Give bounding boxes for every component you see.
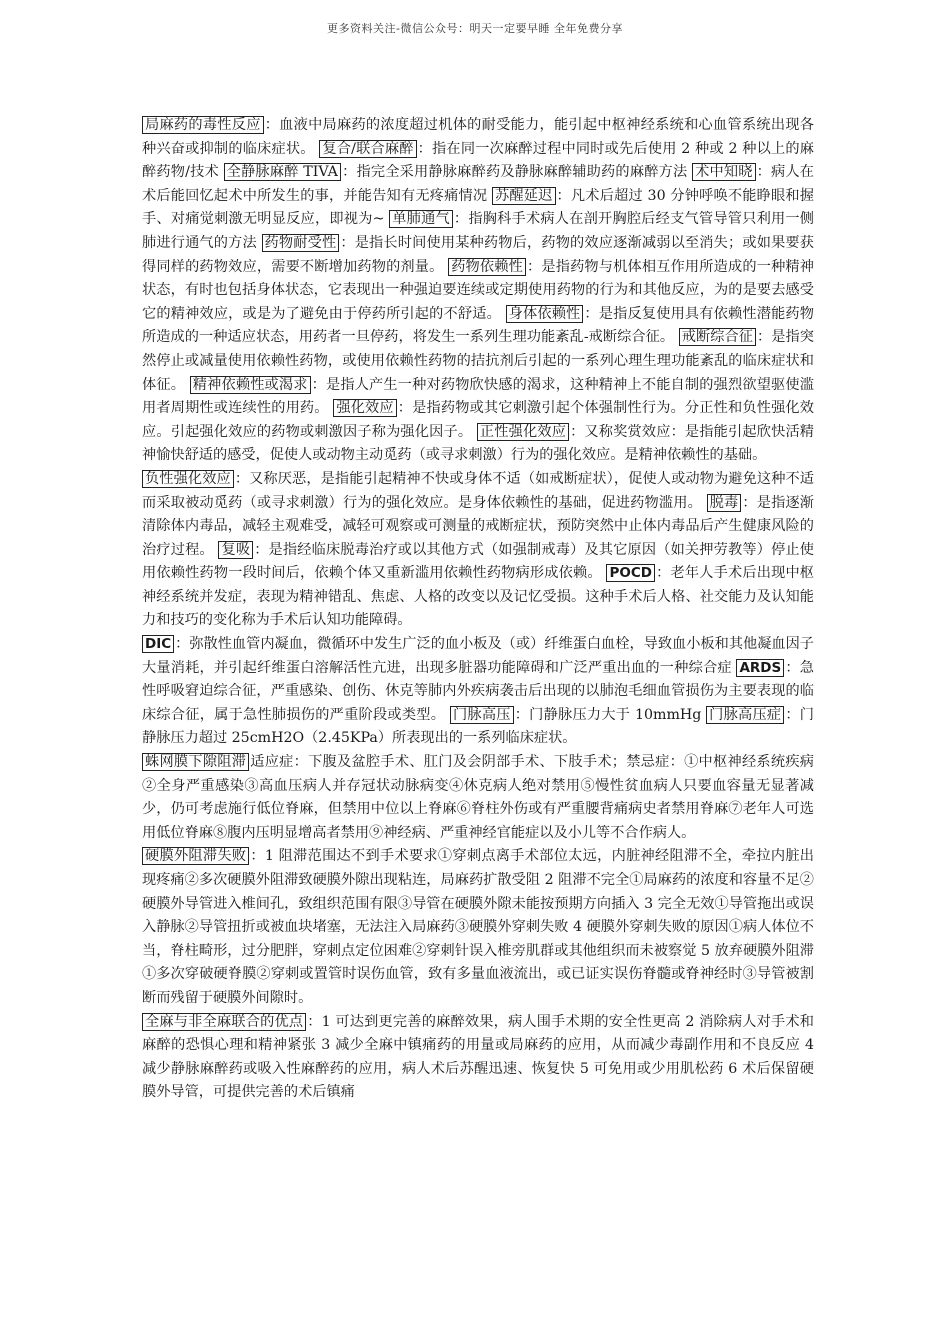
term-portal-hypertension-syndrome: 门脉高压症 bbox=[706, 706, 784, 724]
definition-text: ：是指突然停止或减量使用依赖性药物，或使用依赖性药物的拮抗剂后引起的一系列心理生理功能紊乱的临床症状和体征。 bbox=[142, 329, 814, 393]
paragraph-spinal-block bbox=[142, 751, 814, 845]
definition-text: ：病人在术后能回忆起术中所发生的事，并能告知有无疼痛情况 bbox=[142, 164, 814, 204]
term-combined-anesthesia: 复合/联合麻醉 bbox=[319, 140, 416, 158]
definition-text: ：1 可达到更完善的麻醉效果，病人围手术期的安全性更高 2 消除病人对手术和麻醉的恐惧心理和精神紧张 3 减少全麻中镇痛药的用量或局麻药的应用，从而减少毒副作用和不良反应 4 减少静脉麻醉药或吸入性麻醉药的应用，病人术后苏醒迅速、恢复快 5 可免用或少用肌松药 6 术后保留硬膜外导管，可提供完善的术后镇痛 bbox=[142, 1013, 814, 1101]
definition-text: ：指在同一次麻醉过程中同时或先后使用 2 种或 2 种以上的麻醉药物/技术 bbox=[142, 140, 814, 181]
definition-text: ：急性呼吸窘迫综合征，严重感染、创伤、休克等肺内外疾病袭击后出现的以肺泡毛细血管损伤为主要表现的临床综合征，属于急性肺损伤的严重阶段或类型。 bbox=[142, 659, 814, 723]
term-one-lung-ventilation: 单肺通气 bbox=[389, 210, 453, 228]
term-combined-anesthesia-advantages: 全麻与非全麻联合的优点 bbox=[142, 1013, 306, 1031]
paragraph-epidural-failure bbox=[142, 845, 814, 1010]
term-delayed-emergence: 苏醒延迟 bbox=[492, 187, 556, 205]
definition-text: 适应症：下腹及盆腔手术、肛门及会阴部手术、下肢手术；禁忌症：①中枢神经系统疾病②全身严重感染③高血压病人并存冠状动脉病变④休克病人绝对禁用⑤慢性贫血病人只要血容量无显著减少，仍可考虑施行低位脊麻，但禁用中位以上脊麻⑥脊柱外伤或有严重腰背痛病史者禁用脊麻⑦老年人可选用低位脊麻⑧腹内压明显增高者禁用⑨神经病、严重神经官能症以及小儿等不合作病人。 bbox=[142, 754, 814, 841]
definition-text: ：是指反复使用具有依赖性潜能药物所造成的一种适应状态，用药者一旦停药，将发生一系列生理功能紊乱-戒断综合征。 bbox=[142, 305, 814, 346]
definition-text: ：弥散性血管内凝血，微循环中发生广泛的血小板及（或）纤维蛋白血栓，导致血小板和其他凝血因子大量消耗，并引起纤维蛋白溶解活性亢进，出现多脏器功能障碍和广泛严重出血的一种综合症 bbox=[142, 636, 814, 676]
term-physical-dependence: 身体依赖性 bbox=[506, 305, 584, 323]
paragraph-dic bbox=[142, 633, 814, 751]
definition-text: ：指胸科手术病人在剖开胸腔后经支气管导管只利用一侧肺进行通气的方法 bbox=[142, 211, 814, 251]
term-intraoperative-awareness: 术中知晓 bbox=[692, 163, 756, 181]
definition-text: ：指完全采用静脉麻醉药及静脉麻醉辅助药的麻醉方法 bbox=[341, 164, 688, 181]
term-pocd: POCD bbox=[606, 564, 654, 582]
term-local-anesthetic-toxicity: 局麻药的毒性反应 bbox=[142, 116, 264, 134]
term-drug-tolerance: 药物耐受性 bbox=[262, 234, 340, 252]
paragraph-definitions bbox=[142, 114, 814, 468]
term-portal-hypertension: 门脉高压 bbox=[450, 706, 514, 724]
term-negative-reinforcement: 负性强化效应 bbox=[142, 470, 234, 488]
definition-text: ：是指经临床脱毒治疗或以其他方式（如强制戒毒）及其它原因（如关押劳教等）停止使用依赖性药物一段时间后，依赖个体又重新滥用依赖性药物病形成依赖。 bbox=[142, 541, 814, 582]
paragraph-negative-reinforcement bbox=[142, 468, 814, 633]
term-tiva: 全静脉麻醉 TIVA bbox=[224, 163, 341, 181]
definition-text: ：凡术后超过 30 分钟呼唤不能睁眼和握手、对痛觉刺激无明显反应，即视为~ bbox=[142, 187, 814, 228]
term-epidural-block-failure: 硬膜外阻滞失败 bbox=[142, 847, 249, 865]
term-dic: DIC bbox=[142, 635, 174, 653]
document-body bbox=[142, 114, 814, 1105]
term-withdrawal-syndrome: 戒断综合征 bbox=[679, 328, 756, 346]
term-reinforcement-effect: 强化效应 bbox=[333, 399, 396, 417]
term-detoxification: 脱毒 bbox=[707, 494, 742, 512]
definition-text: ：门静脉压力超过 25cmH2O（2.45KPa）所表现出的一系列临床症状。 bbox=[142, 706, 814, 747]
page-header: 更多资料关注-微信公众号：明天一定要早睡 全年免费分享 bbox=[327, 22, 623, 35]
term-psychological-dependence: 精神依赖性或渴求 bbox=[190, 376, 311, 394]
definition-text: ：老年人手术后出现中枢神经系统并发症，表现为精神错乱、焦虑、人格的改变以及记忆受损。这种手术后人格、社交能力及认知能力和技巧的变化称为手术后认知功能障碍。 bbox=[142, 565, 814, 629]
definition-text: ：是指长时间使用某种药物后，药物的效应逐渐减弱以至消失；或如果要获得同样的药物效应，需要不断增加药物的剂量。 bbox=[142, 234, 814, 275]
definition-text: ：又称厌恶，是指能引起精神不快或身体不适（如戒断症状），促使人或动物为避免这种不适而采取被动觅药（或寻求刺激）行为的强化效应。是身体依赖性的基础，促进药物滥用。 bbox=[142, 470, 814, 511]
definition-text: ：是指药物与机体相互作用所造成的一种精神状态，有时也包括身体状态，它表现出一种强迫要连续或定期使用药物的行为和其他反应，为的是要去感受它的精神效应，或是为了避免由于停药所引起的不舒适。 bbox=[142, 258, 814, 322]
definition-text: ：是指人产生一种对药物欣快感的渴求，这种精神上不能自制的强烈欲望驱使滥用者周期性或连续性的用药。 bbox=[142, 376, 814, 417]
definition-text: ：又称奖赏效应：是指能引起欣快活精神愉快舒适的感受，促使人或动物主动觅药（或寻求刺激）行为的强化效应。是精神依赖性的基础。 bbox=[142, 423, 814, 464]
term-positive-reinforcement: 正性强化效应 bbox=[477, 423, 569, 441]
definition-text: ：是指逐渐清除体内毒品，减轻主观难受，减轻可观察或可测量的戒断症状，预防突然中止体内毒品后产生健康风险的治疗过程。 bbox=[142, 494, 814, 558]
term-relapse: 复吸 bbox=[218, 541, 253, 559]
term-subarachnoid-block: 蛛网膜下隙阻滞 bbox=[142, 753, 249, 771]
term-ards: ARDS bbox=[736, 659, 784, 677]
definition-text: ：血液中局麻药的浓度超过机体的耐受能力，能引起中枢神经系统和心血管系统出现各种兴奋或抑制的临床症状。 bbox=[142, 117, 814, 157]
definition-text: ：1 阻滞范围达不到手术要求①穿刺点离手术部位太远，内脏神经阻滞不全，牵拉内脏出现疼痛②多次硬膜外阻滞致硬膜外隙出现粘连，局麻药扩散受阻 2 阻滞不完全①局麻药的浓度和容量不足②硬膜外导管进入椎间孔，致组织范围有限③导管在硬膜外隙未能按预期方向插入 3 完全无效①导管拖出或误入静脉②导管扭折或被血块堵塞，无法注入局麻药③硬膜外穿刺失败 4 硬膜外穿刺失败的原因①病人体位不当，脊柱畸形，过分肥胖，穿刺点定位困难②穿刺针误入椎旁肌群或其他组织而未被察觉 5 放弃硬膜外阻滞①多次穿破硬脊膜②穿刺或置管时误伤血管，致有多量血液流出，或已证实误伤脊髓或脊神经时③导管被割断而残留于硬膜外间隙时。 bbox=[142, 848, 814, 1006]
definition-text: ：门静脉压力大于 10mmHg bbox=[514, 706, 702, 723]
paragraph-combined-advantages bbox=[142, 1011, 814, 1105]
term-drug-dependence: 药物依赖性 bbox=[448, 258, 526, 276]
definition-text: ：是指药物或其它刺激引起个体强制性行为。分正性和负性强化效应。引起强化效应的药物或刺激因子称为强化因子。 bbox=[142, 400, 814, 440]
